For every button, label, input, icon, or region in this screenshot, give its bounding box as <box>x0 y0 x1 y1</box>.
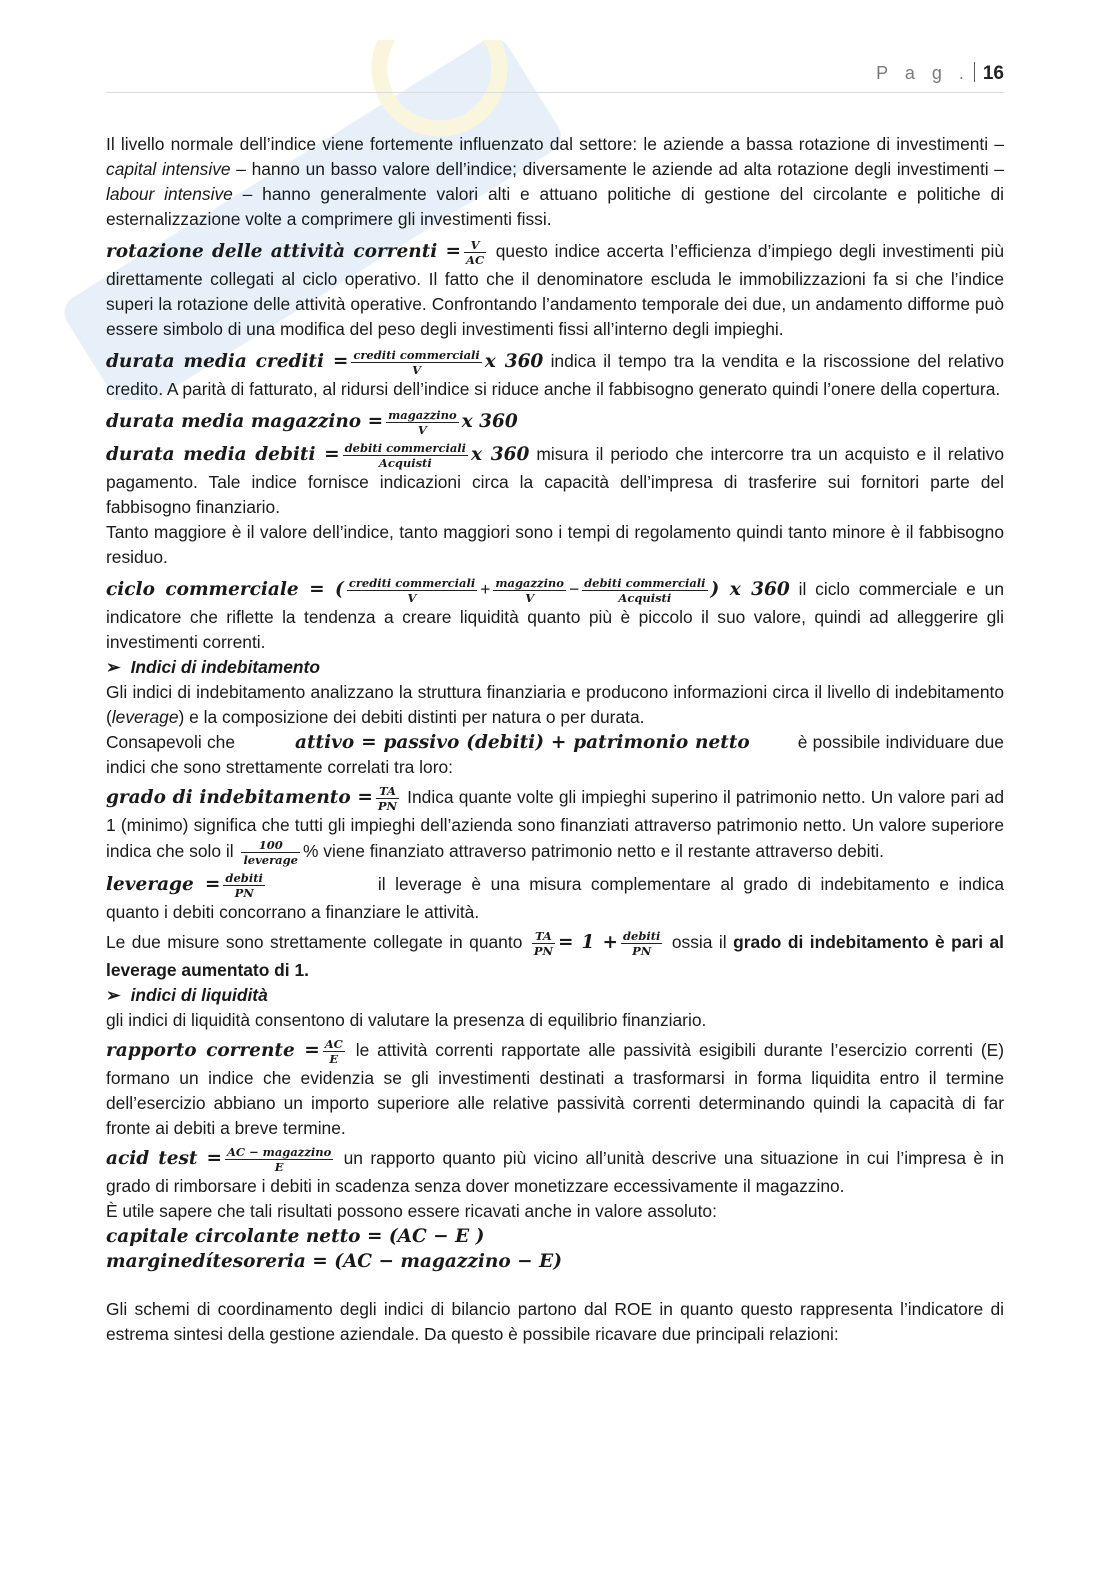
fraction: debiti commerciali Acquisti <box>584 576 706 605</box>
arrow-bullet-icon: ➢ <box>106 985 121 1005</box>
fraction: AC − magazzino E <box>226 1145 332 1174</box>
paragraph: grado di indebitamento = $\frac{TA}{PN}$ Indica quante volte gli impieghi superino il patrimonio netto. Un valore pari ad 1 (minimo) significa che tutti gli impieghi dell’azienda sono finanziati attraverso patrimonio netto. Un valore superiore indica che solo il 100 leverage % viene finanziato attraverso patrimonio netto e il restante attraverso debiti. <box>106 784 1004 867</box>
formula: durata media crediti = <box>106 351 349 373</box>
paragraph: Gli indici di indebitamento analizzano la struttura finanziaria e producono informazioni circa il livello di indebitamento (leverage) e la composizione dei debiti distinti per natura o per durata. <box>106 682 1004 727</box>
arrow-bullet-icon: ➢ <box>106 657 121 677</box>
formula-line: marginedítesoreria = (AC − magazzino − E) <box>106 1251 562 1272</box>
formula: attivo = passivo (debiti) + patrimonio netto <box>295 732 750 753</box>
page-number: 16 <box>982 63 1004 84</box>
formula: durata media magazzino = <box>106 411 384 433</box>
bullet-heading: ➢ Indici di indebitamento <box>106 657 320 677</box>
fraction: debiti PN <box>225 871 263 900</box>
paragraph: Gli schemi di coordinamento degli indici di bilancio partono dal ROE in quanto questo rappresenta l’indicatore di estrema sintesi della gestione aziendale. Da questo è possibile ricavare due principali relazioni: <box>106 1299 1004 1344</box>
paragraph: durata media debiti = debiti commerciali Acquisti x 360 misura il periodo che intercorre tra un acquisto e il relativo pagamento. Tale indice fornisce indicazioni circa la capacità dell’impresa di trasferire sui fornitori parte del fabbisogno finanziario. <box>106 441 1004 517</box>
fraction: crediti commerciali V <box>353 348 480 377</box>
paragraph: acid test = AC − magazzino E un rapporto quanto più vicino all’unità descrive una situazione in cui l’impresa è in grado di rimborsare i debiti in scadenza senza dover monetizzare eccessivamente il magazzino. <box>106 1145 1004 1196</box>
bullet-heading: ➢ indici di liquidità <box>106 985 268 1005</box>
paragraph: È utile sapere che tali risultati possono essere ricavati anche in valore assoluto: <box>106 1201 717 1221</box>
formula: ciclo commerciale = ( <box>106 579 344 601</box>
fraction: crediti commerciali V <box>348 576 476 605</box>
paragraph: Consapevoli che attivo = passivo (debiti) + patrimonio netto è possibile individuare due indici che sono strettamente correlati tra loro: <box>106 732 1004 777</box>
page-header <box>106 62 1004 93</box>
paragraph: Il livello normale dell’indice viene fortemente influenzato dal settore: le aziende a bassa rotazione di investimenti – capital intensive – hanno un basso valore dell’indice; diversamente le aziende ad alta rotazione degli investimenti – labour intensive – hanno generalmente valori alti e attuano politiche di gestione del circolante e politiche di esternalizzazione volte a comprimere gli investimenti fissi. <box>106 134 1005 229</box>
fraction: debiti commerciali Acquisti <box>344 441 467 470</box>
formula: durata media debiti = <box>106 444 340 466</box>
formula: leverage = <box>106 874 221 896</box>
paragraph: rapporto corrente = $\frac{AC}{E}$ le attività correnti rapportate alle passività esigibili durante l’esercizio correnti (E) formano un indice che evidenzia se gli investimenti destinati a trasformarsi in forma liquidita entro il termine dell’esercizio abbiano un importo superiore alle relative passività correnti determinando quindi la capacità di far fronte ai debiti a breve termine. <box>106 1037 1004 1138</box>
fraction: magazzino V <box>495 576 564 605</box>
fraction: $\frac{AC}{E}$ <box>324 1037 343 1066</box>
page-label: P a g . <box>876 63 970 83</box>
header-separator <box>974 62 975 82</box>
fraction: $\frac{V}{AC}$ <box>466 238 485 267</box>
fraction: $\frac{TA}{PN}$ <box>377 784 398 813</box>
fraction: magazzino V <box>388 408 457 437</box>
formula: grado di indebitamento = <box>106 787 373 809</box>
formula-line: capitale circolante netto = (AC − E ) <box>106 1226 485 1247</box>
paragraph: durata media crediti = crediti commerciali V x 360 indica il tempo tra la vendita e la riscossione del relativo credito. A parità di fatturato, al ridursi dell’indice si riduce anche il fabbisogno generato quindi l’onere della copertura. <box>106 348 1004 399</box>
formula: rapporto corrente = <box>106 1040 320 1062</box>
formula: acid test = <box>106 1148 222 1170</box>
fraction: 100 leverage <box>243 838 298 867</box>
page-content <box>106 132 1004 1347</box>
paragraph: Tanto maggiore è il valore dell’indice, tanto maggiori sono i tempi di regolamento quindi tanto minore è il fabbisogno residuo. <box>106 522 1004 567</box>
fraction: debiti PN <box>622 929 661 958</box>
paragraph: durata media magazzino = magazzino V x 360 <box>106 408 518 437</box>
paragraph: Le due misure sono strettamente collegate in quanto $\frac{TA}{PN}$ = 1 + debiti PN ossia il grado di indebitamento è pari al leverage aumentato di 1. <box>106 929 1004 980</box>
paragraph: rotazione delle attività correnti = $\frac{V}{AC}$ questo indice accerta l’efficienza d’impiego degli investimenti più direttamente collegati al ciclo operativo. Il fatto che il denominatore escluda le immobilizzazioni fa si che l’indice superi la rotazione delle attività operative. Confrontando l’andamento temporale dei due, un andamento difforme può essere simbolo di una modifica del peso degli investimenti fissi all’interno degli impieghi. <box>106 238 1004 339</box>
paragraph: leverage = debiti PN il leverage è una misura complementare al grado di indebitamento e indica quanto i debiti concorrano a finanziare le attività. <box>106 871 1004 922</box>
paragraph: gli indici di liquidità consentono di valutare la presenza di equilibrio finanziario. <box>106 1010 707 1030</box>
fraction: $\frac{TA}{PN}$ <box>533 929 553 958</box>
formula: rotazione delle attività correnti = <box>106 241 462 263</box>
paragraph: ciclo commerciale = ( crediti commerciali V + magazzino V − debiti commerciali Acquisti ) x 360 il ciclo commerciale e un indicatore che riflette la tendenza a creare liquidità quanto più è piccolo il suo valore, quindi ad alleggerire gli investimenti correnti. <box>106 576 1004 652</box>
